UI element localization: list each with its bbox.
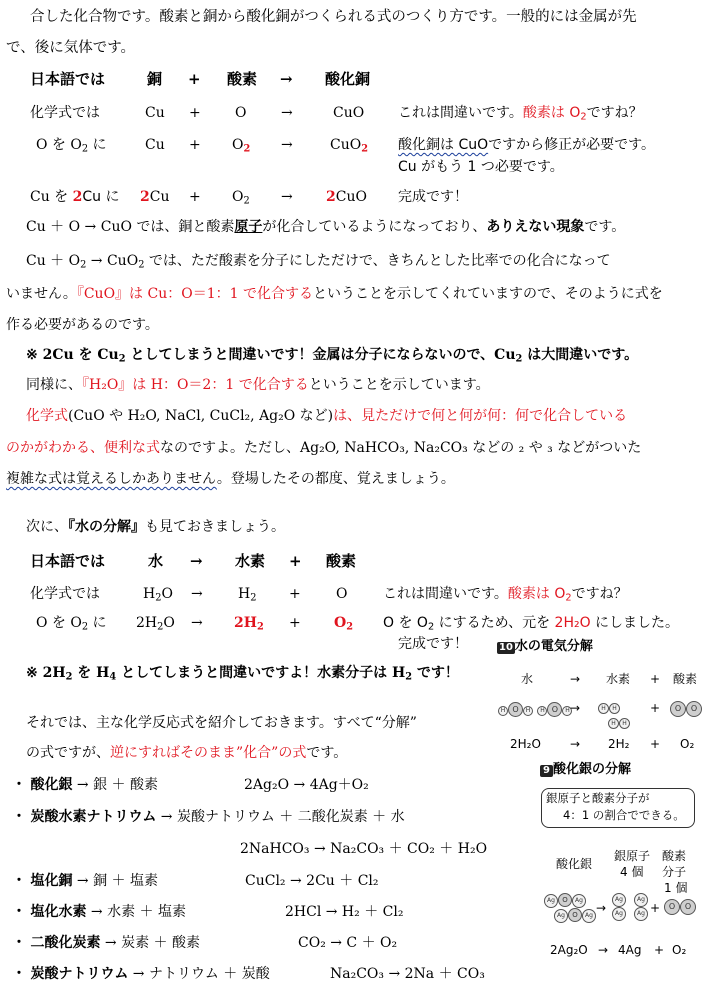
fig10-plus-2: +	[650, 701, 661, 715]
row1-a: 銅	[147, 70, 163, 88]
row1-b: 酸素	[227, 70, 258, 88]
explain-p8: 複雑な式は覚えるしかありません。登場したその都度、覚えましょう。	[6, 471, 455, 487]
row1-c: 酸化銅	[325, 70, 371, 88]
intro-line-1: 合した化合物です。酸素と銅から酸化銅がつくられる式のつくり方です。一般的には金属が先	[30, 9, 637, 25]
label-molecule: 分子	[662, 865, 687, 879]
explain-p7: のかがわかる、便利な式なのですよ。ただし、Ag₂O, NaHCO₃, Na₂CO₃ などの ₂ や ₃ などがついた	[6, 440, 642, 456]
reaction-item: ・ 酸化銀 → 銀 ＋ 酸素	[12, 777, 158, 793]
label-oxygen: 酸素	[662, 849, 687, 863]
water-intro: 次に、『水の分解』も見ておきましょう。	[26, 519, 285, 535]
label-silver-count: 4 個	[620, 865, 644, 879]
reactions-intro-2: の式ですが、逆にすればそのまま”化合”の式です。	[26, 745, 348, 761]
row2-b: O	[235, 105, 247, 121]
reaction-formula: CO₂ → C ＋ O₂	[298, 935, 398, 951]
water-molecules-icon: H O H H O H	[498, 701, 572, 717]
row4-a: 2Cu	[140, 189, 170, 205]
water-row3-note-1: O を $O_2$ にするため、元を 2H₂O にしました。	[383, 615, 680, 633]
water-row1-arrow: →	[190, 552, 203, 570]
reactions-intro-1: それでは、主な化学反応式を紹介しておきます。すべて“分解”	[26, 715, 417, 731]
oxygen-molecule-icon: O O	[670, 700, 702, 717]
fig10-label-oxygen: 酸素	[673, 672, 698, 686]
row4-arrow: →	[281, 189, 293, 205]
fig9-eq-silver-oxide: 2Ag₂O	[550, 943, 588, 957]
explain-p4: 作る必要があるのです。	[6, 317, 159, 333]
fig10-eq-water: 2H₂O	[510, 737, 541, 751]
row4-op: +	[189, 189, 201, 205]
label-silver-atom: 銀原子	[614, 849, 651, 863]
row3-a: Cu	[145, 137, 165, 153]
row3-b: $O_2$	[232, 137, 251, 155]
row1-arrow: →	[280, 70, 293, 88]
explain-p5: 同様に、『H₂O』は H：O＝2：1 で化合するということを示しています。	[26, 377, 490, 393]
fig10-label-hydrogen: 水素	[606, 672, 631, 686]
reaction-item: ・ 塩化銅 → 銅 ＋ 塩素	[12, 873, 158, 889]
row2-a: Cu	[145, 105, 165, 121]
reaction-item: ・ 塩化水素 → 水素 ＋ 塩素	[12, 904, 186, 920]
fig10-eq-oxygen: O₂	[680, 737, 695, 751]
fig9-eq-oxygen: O₂	[672, 943, 687, 957]
reaction-formula: Na₂CO₃ → 2Na ＋ CO₃	[330, 966, 485, 982]
water-row3-c: $O_2$	[334, 615, 354, 633]
reaction-formula: 2NaHCO₃ → Na₂CO₃ ＋ CO₂ ＋ H₂O	[240, 841, 488, 857]
water-row3-b: $2H_2$	[234, 615, 264, 633]
fig10-arrow-2: →	[570, 701, 581, 715]
water-row1-b: 水素	[235, 552, 266, 570]
fig9-arrow-1: →	[596, 901, 607, 915]
reaction-formula: 2Ag₂O → 4Ag＋O₂	[244, 777, 369, 793]
fig10-eq-hydrogen: 2H₂	[608, 737, 630, 751]
oxygen-molecule-icon: O O	[664, 898, 696, 915]
row4-b: $O_2$	[232, 189, 250, 207]
fig9-plus: +	[650, 901, 661, 915]
water-row2-a: $H_2O$	[143, 586, 173, 604]
water-row2-label: 化学式では	[30, 586, 100, 602]
reaction-item: ・ 二酸化炭素 → 炭素 ＋ 酸素	[12, 935, 200, 951]
row4-label: Cu を 2Cu に	[30, 189, 120, 205]
water-row3-arrow: →	[191, 615, 203, 631]
row3-arrow: →	[281, 137, 293, 153]
figure-9-title: 9 酸化銀の分解	[540, 763, 631, 777]
water-row1-c: 酸素	[326, 552, 357, 570]
row1-op: +	[188, 70, 201, 88]
reaction-item: ・ 炭酸ナトリウム → ナトリウム ＋ 炭酸	[12, 966, 270, 982]
row2-arrow: →	[281, 105, 293, 121]
explain-p6: 化学式(CuO や H₂O, NaCl, CuCl₂, Ag₂O など)は、見ただけで何と何が何：何で化合している	[26, 408, 628, 424]
water-row2-arrow: →	[191, 586, 203, 602]
figure-number-badge: 10	[499, 642, 513, 653]
reaction-formula: 2HCl → H₂ ＋ Cl₂	[285, 904, 404, 920]
water-warning: ※ $2H_2$ を $H_4$ としてしまうと間違いですよ！水素分子は $H_2$ です！	[26, 665, 459, 683]
row2-note: これは間違いです。酸素は $O_2$ですね？	[398, 105, 643, 123]
water-row1-op: +	[289, 552, 302, 570]
figure-10-title: 10 水の電気分解	[499, 639, 593, 654]
row2-c: CuO	[333, 105, 365, 121]
water-row3-a: $2H_2O$	[136, 615, 175, 633]
water-row2-op: +	[289, 586, 301, 602]
silver-atoms-icon: Ag Ag Ag Ag	[612, 893, 656, 921]
fig10-eq-plus: +	[650, 737, 661, 751]
figure-number-badge: 9	[540, 765, 553, 777]
label-molecule-count: 1 個	[664, 881, 688, 895]
explain-p1: Cu ＋ O → CuO では、銅と酸素原子が化合しているようになっており、ありえない現象です。	[26, 219, 626, 235]
row1-label: 日本語では	[30, 70, 106, 88]
water-row3-note-2: 完成です！	[398, 636, 468, 652]
fig9-eq-arrow: →	[598, 943, 609, 957]
row3-op: +	[189, 137, 201, 153]
row4-note: 完成です！	[398, 189, 468, 205]
water-row2-note: これは間違いです。酸素は $O_2$ですね？	[383, 586, 628, 604]
water-row1-a: 水	[148, 552, 164, 570]
label-silver-oxide: 酸化銀	[556, 857, 593, 871]
explain-note: ※ 2Cu を $Cu_2$ としてしまうと間違いです！金属は分子にならないので、$Cu_2$ は大間違いです。	[26, 347, 639, 365]
fig10-eq-arrow: →	[570, 737, 581, 751]
water-row2-b: $H_2$	[238, 586, 257, 604]
bubble-line-1: 銀原子と酸素分子が	[546, 791, 650, 805]
fig9-eq-plus: +	[654, 943, 665, 957]
fig9-eq-silver: 4Ag	[618, 943, 642, 957]
fig10-arrow-1: →	[570, 672, 581, 686]
water-row3-label: O を $O_2$ に	[36, 615, 107, 633]
row4-c: 2CuO	[326, 189, 367, 205]
row3-note-2: Cu がもう 1 つ必要です。	[398, 159, 564, 175]
reaction-formula: CuCl₂ → 2Cu ＋ Cl₂	[245, 873, 379, 889]
reaction-item: ・ 炭酸水素ナトリウム → 炭酸ナトリウム ＋ 二酸化炭素 ＋ 水	[12, 809, 405, 825]
row3-note-1: 酸化銅は CuOですから修正が必要です。	[398, 137, 656, 153]
row3-c: CuO$_2$	[330, 137, 369, 155]
hydrogen-molecules-icon: H H H H	[598, 699, 630, 729]
water-row2-c: O	[336, 586, 348, 602]
explain-p3: いません。『CuO』は Cu：O＝1：1 で化合するということを示してくれていますので、そのように式を	[6, 286, 663, 302]
silver-oxide-molecules-icon: Ag O Ag Ag O Ag	[544, 893, 594, 923]
water-row3-op: +	[289, 615, 301, 631]
bubble-line-2: 4：1 の割合でできる。	[563, 808, 685, 822]
row3-label: O を $O_2$ に	[36, 137, 107, 155]
row2-op: +	[189, 105, 201, 121]
intro-line-2: で、後に気体です。	[6, 40, 136, 56]
fig10-plus-1: +	[650, 672, 661, 686]
explain-p2: $Cu + O_2 \to CuO_2$ では、ただ酸素を分子にしただけで、きちんとした比率での化合になって	[26, 253, 611, 271]
row2-label: 化学式では	[30, 105, 100, 121]
fig10-label-water: 水	[521, 672, 534, 686]
water-row1-label: 日本語では	[30, 552, 106, 570]
